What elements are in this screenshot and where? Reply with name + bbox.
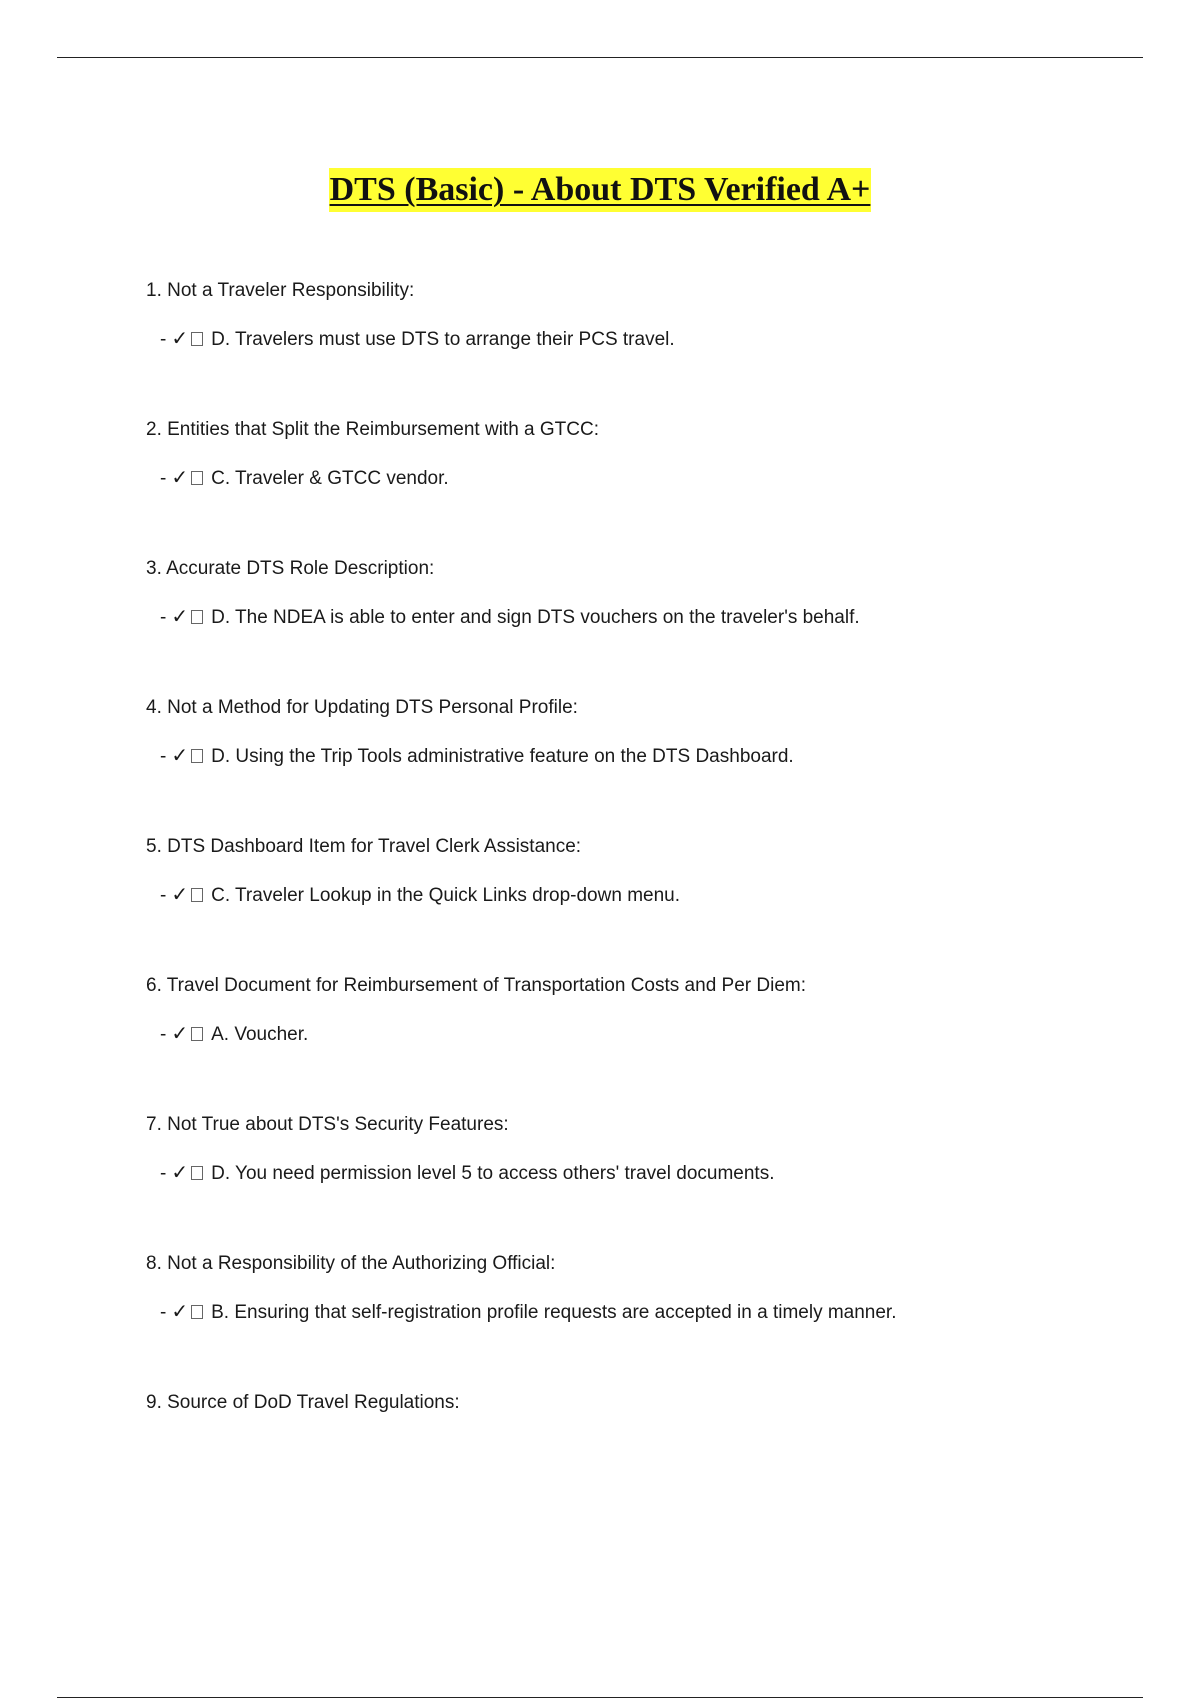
qa-item-2: [146, 417, 1146, 556]
answer-text: C. Traveler Lookup in the Quick Links drop-down menu.: [211, 885, 680, 906]
answer-dash: -: [160, 607, 167, 628]
answer-dash: -: [160, 746, 167, 767]
answer-dash: -: [160, 468, 167, 489]
question-5: 5. DTS Dashboard Item for Travel Clerk Assistance:: [146, 836, 582, 857]
answer-dash: -: [160, 1024, 167, 1045]
answer-text: B. Ensuring that self-registration profile requests are accepted in a timely manner.: [211, 1302, 897, 1323]
answer-text: D. The NDEA is able to enter and sign DTS vouchers on the traveler's behalf.: [211, 607, 860, 628]
answer-text: D. You need permission level 5 to access others' travel documents.: [211, 1163, 775, 1184]
checkbox-icon: [191, 1166, 203, 1180]
check-icon: ✓: [171, 884, 189, 906]
checkbox-icon: [191, 1305, 203, 1319]
answer-5: [146, 882, 1146, 908]
check-icon: ✓: [171, 328, 189, 350]
answer-6: [146, 1021, 1146, 1047]
answer-8: [146, 1299, 1146, 1325]
question-8: 8. Not a Responsibility of the Authorizing Official:: [146, 1253, 556, 1274]
question-1: 1. Not a Traveler Responsibility:: [146, 280, 415, 301]
check-icon: ✓: [171, 745, 189, 767]
answer-text: D. Using the Trip Tools administrative feature on the DTS Dashboard.: [211, 746, 794, 767]
answer-4: [146, 743, 1146, 769]
qa-item-3: [146, 556, 1146, 695]
check-icon: ✓: [171, 1162, 189, 1184]
answer-7: [146, 1160, 1146, 1186]
qa-item-6: [146, 973, 1146, 1112]
header-rule: [57, 57, 1143, 58]
qa-item-4: [146, 695, 1146, 834]
answer-dash: -: [160, 1302, 167, 1323]
checkbox-icon: [191, 1027, 203, 1041]
checkbox-icon: [191, 749, 203, 763]
answer-3: [146, 604, 1146, 630]
answer-1: [146, 326, 1146, 352]
question-2: 2. Entities that Split the Reimbursement with a GTCC:: [146, 419, 600, 440]
question-3: 3. Accurate DTS Role Description:: [146, 558, 435, 579]
check-icon: ✓: [171, 606, 189, 628]
footer-rule: [57, 1697, 1143, 1698]
question-7: 7. Not True about DTS's Security Features:: [146, 1114, 509, 1135]
check-icon: ✓: [171, 467, 189, 489]
answer-text: A. Voucher.: [211, 1024, 309, 1045]
qa-item-9: [146, 1390, 1146, 1529]
checkbox-icon: [191, 471, 203, 485]
qa-item-7: [146, 1112, 1146, 1251]
answer-dash: -: [160, 1163, 167, 1184]
qa-item-1: [146, 278, 1146, 417]
title-container: [0, 168, 1200, 212]
qa-list: [146, 278, 1146, 1529]
answer-text: D. Travelers must use DTS to arrange their PCS travel.: [211, 329, 675, 350]
question-6: 6. Travel Document for Reimbursement of Transportation Costs and Per Diem:: [146, 975, 806, 996]
answer-dash: -: [160, 329, 167, 350]
qa-item-8: [146, 1251, 1146, 1390]
checkbox-icon: [191, 332, 203, 346]
qa-item-5: [146, 834, 1146, 973]
document-title: DTS (Basic) - About DTS Verified A+: [329, 168, 872, 212]
checkbox-icon: [191, 610, 203, 624]
answer-dash: -: [160, 885, 167, 906]
answer-text: C. Traveler & GTCC vendor.: [211, 468, 449, 489]
answer-2: [146, 465, 1146, 491]
checkbox-icon: [191, 888, 203, 902]
check-icon: ✓: [171, 1023, 189, 1045]
question-9: 9. Source of DoD Travel Regulations:: [146, 1392, 460, 1413]
check-icon: ✓: [171, 1301, 189, 1323]
question-4: 4. Not a Method for Updating DTS Personal Profile:: [146, 697, 578, 718]
